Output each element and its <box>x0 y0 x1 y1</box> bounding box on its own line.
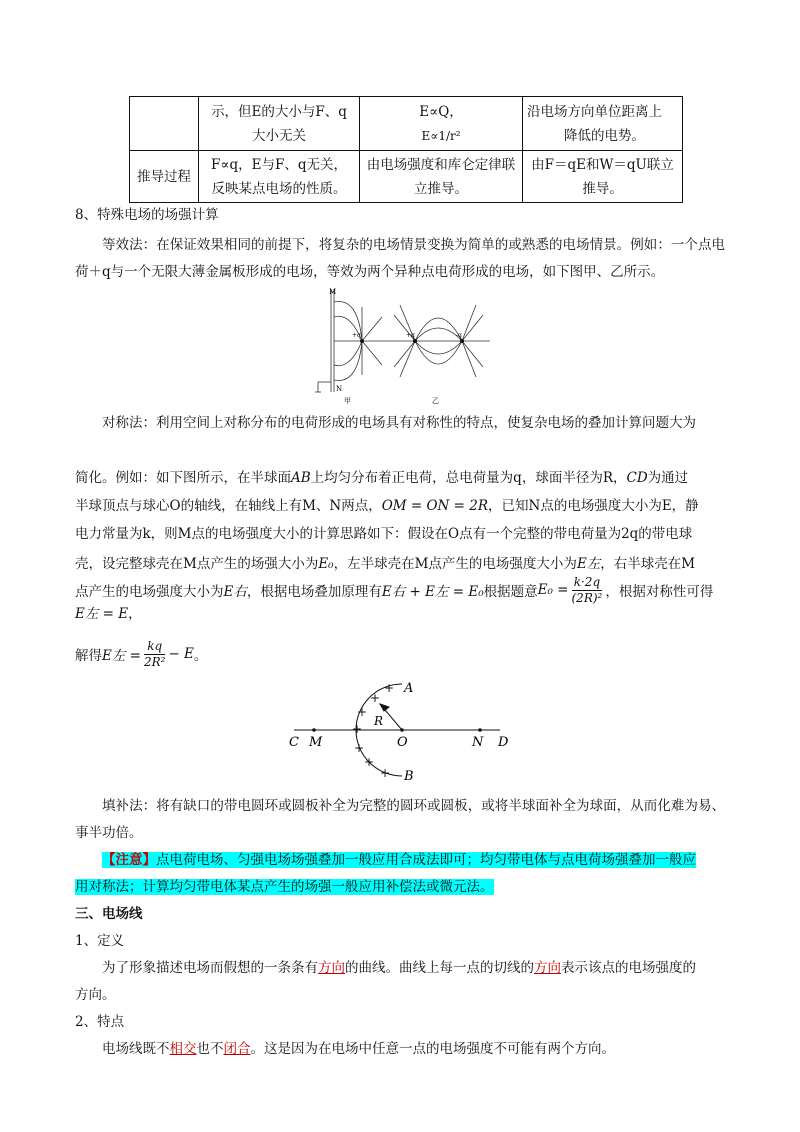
text-run: 电场线既不 <box>102 1041 170 1057</box>
math-minus-E: − E <box>168 646 194 662</box>
symmetry-line-4: 电力常量为k，则M点的电场强度大小的计算思路如下：假设在O点有一个完整的带电荷量为2q的带电球 <box>75 526 693 542</box>
math-E-left: E左 <box>576 556 601 572</box>
note-text: 点电荷电场、匀强电场场强叠加一般应用合成法即可；均匀带电体与点电荷场强叠加一般应 <box>156 852 696 868</box>
note-highlight: 用对称法；计算均匀带电体某点产生的场强一般应用补偿法或微元法。 <box>75 879 494 895</box>
svg-text:+: + <box>380 766 391 780</box>
cell-line: 由F＝qE和W＝qU联立 <box>531 156 674 173</box>
text-run: 为通过 <box>647 470 689 486</box>
text-run: 的曲线。曲线上每一点的切线的 <box>345 960 534 976</box>
keyword-closed: 闭合 <box>223 1041 251 1057</box>
fill-method-paragraph: 填补法：将有缺口的带电圆环或圆板补全为完整的圆环或圆板，或将半球面补全为球面，从而化难为易、事半功倍。 <box>75 798 725 841</box>
fraction-result <box>144 639 165 670</box>
label-D: D <box>498 735 509 750</box>
keyword-direction: 方向 <box>534 960 561 976</box>
definition-line-2: 方向。 <box>75 987 116 1003</box>
section-heading: 三、电场线 <box>75 906 143 922</box>
cell-line: 沿电场方向单位距离上 <box>527 103 662 120</box>
math-E0: E₀ <box>318 556 334 572</box>
label-B: B <box>404 769 414 784</box>
math-AB: AB <box>291 470 311 486</box>
label-N: N <box>336 385 343 393</box>
table-cell <box>360 97 523 151</box>
note-line-2 <box>75 875 494 895</box>
cell-line: 降低的电势。 <box>564 127 645 144</box>
text-run: 点产生的电场强度大小为 <box>75 584 224 600</box>
cell-line: 示，但E的大小与F、q <box>211 103 347 120</box>
table-cell <box>523 151 683 203</box>
cell-line: 由电场强度和库仑定律联 <box>366 156 516 173</box>
label-N-point: N <box>472 735 484 750</box>
label-C: C <box>289 735 299 750</box>
label-R: R <box>374 714 384 728</box>
math-om-on: OM = ON = 2R <box>381 498 489 514</box>
fraction-numerator: k·2q <box>572 575 603 591</box>
svg-text:+: + <box>354 741 365 755</box>
text-run: 。 <box>193 648 208 664</box>
text-run: 解得 <box>75 648 102 664</box>
text-run: 壳，设完整球壳在M点产生的场强大小为 <box>75 556 319 572</box>
text-run: ，右半球壳在M <box>600 556 696 572</box>
math-superposition: E右 + E左 = E₀ <box>381 584 484 600</box>
text-run: 表示该点的电场强度的 <box>561 960 696 976</box>
symmetry-line-6 <box>75 566 713 614</box>
features-title: 2、特点 <box>75 1014 125 1030</box>
fraction-denominator: (2R)² <box>571 590 603 605</box>
label-plus-q-1: +q <box>352 332 361 339</box>
math-E-left-lhs: E左 = <box>102 648 141 664</box>
table-cell <box>130 97 199 151</box>
note-line-1 <box>102 848 696 868</box>
cell-line: 推导。 <box>582 180 623 197</box>
symmetry-line-1: 对称法：利用空间上对称分布的电荷形成的电场具有对称性的特点，使复杂电场的叠加计算问题大为 <box>102 415 696 431</box>
definition-title: 1、定义 <box>75 933 125 949</box>
cell-line: 大小无关 <box>252 127 306 144</box>
text-run: 为了形象描述电场而假想的一条条有 <box>102 960 318 976</box>
text-run: 。这是因为在电场中任意一点的电场强度不可能有两个方向。 <box>250 1041 615 1057</box>
fraction-denominator: 2R² <box>143 654 166 669</box>
svg-text:+: + <box>357 705 368 719</box>
label-plus-q-2: +q <box>406 332 415 339</box>
table-cell <box>523 97 683 151</box>
section-title: 8、特殊电场的场强计算 <box>75 207 219 223</box>
label-A: A <box>404 681 414 696</box>
keyword-intersect: 相交 <box>169 1041 197 1057</box>
text-run: 上均匀分布着正电荷，总电荷量为q，球面半径为R， <box>310 470 627 486</box>
definition-line-1 <box>102 956 696 976</box>
text-run: ，根据对称性可得 <box>605 584 714 600</box>
cell-line: 立推导。 <box>414 180 468 197</box>
note-head: 【注意】 <box>102 852 156 868</box>
cell-line: E∝1/r² <box>421 128 461 143</box>
label-M: M <box>329 288 337 296</box>
svg-text:+: + <box>370 691 381 705</box>
solution-line <box>75 632 207 676</box>
text-run: 半球顶点与球心O的轴线，在轴线上有M、N两点， <box>75 498 382 514</box>
symmetry-line-7 <box>75 602 142 622</box>
svg-text:+: + <box>352 722 363 736</box>
cell-line: 反映某点电场的性质。 <box>211 180 347 197</box>
cell-line: F∝q，E与F、q无关， <box>210 156 347 173</box>
symmetry-line-2 <box>75 466 688 486</box>
label-jia: 甲 <box>344 397 351 405</box>
features-line <box>102 1037 615 1057</box>
keyword-direction: 方向 <box>318 960 345 976</box>
table-row <box>130 151 683 203</box>
hemisphere-figure <box>282 678 522 788</box>
fraction-E0 <box>572 575 603 606</box>
table-cell <box>199 97 360 151</box>
equivalent-method-paragraph: 等效法：在保证效果相同的前提下，将复杂的电场情景变换为简单的或熟悉的电场情景。例如：一个点电荷＋q与一个无限大薄金属板形成的电场，等效为两个异种点电荷形成的电场，如下图甲、乙所示。 <box>75 237 725 280</box>
note-highlight <box>102 852 696 868</box>
text-run: ， <box>128 606 142 622</box>
label-yi: 乙 <box>432 397 439 405</box>
table-cell: 推导过程 <box>130 151 199 203</box>
field-lines-figure <box>310 287 510 405</box>
text-run: ，左半球壳在M点产生的电场强度大小为 <box>333 556 577 572</box>
comparison-table <box>129 96 683 203</box>
text-run: 也不 <box>196 1041 224 1057</box>
math-E-right: E右 <box>223 584 247 600</box>
table-row <box>130 97 683 151</box>
label-minus-q: -q <box>456 332 462 339</box>
math-CD: CD <box>626 470 648 486</box>
text-run: ，根据电场叠加原理有 <box>246 584 382 600</box>
symmetry-line-3 <box>75 494 699 514</box>
text-run: ，已知N点的电场强度大小为E，静 <box>488 498 699 514</box>
cell-line: E∝Q， <box>419 103 463 120</box>
table-cell <box>360 151 523 203</box>
math-E-left-equals-E: E左 = E <box>75 606 129 622</box>
svg-text:+: + <box>384 681 395 695</box>
svg-text:+: + <box>364 755 375 769</box>
math-E0-lhs: E₀ = <box>537 582 569 598</box>
text-run: 根据题意 <box>483 584 538 600</box>
table-cell <box>199 151 360 203</box>
fraction-numerator: kq <box>144 639 165 655</box>
text-run: 简化。例如：如下图所示，在半球面 <box>75 470 291 486</box>
label-O: O <box>397 735 408 750</box>
label-M-point: M <box>309 735 323 750</box>
